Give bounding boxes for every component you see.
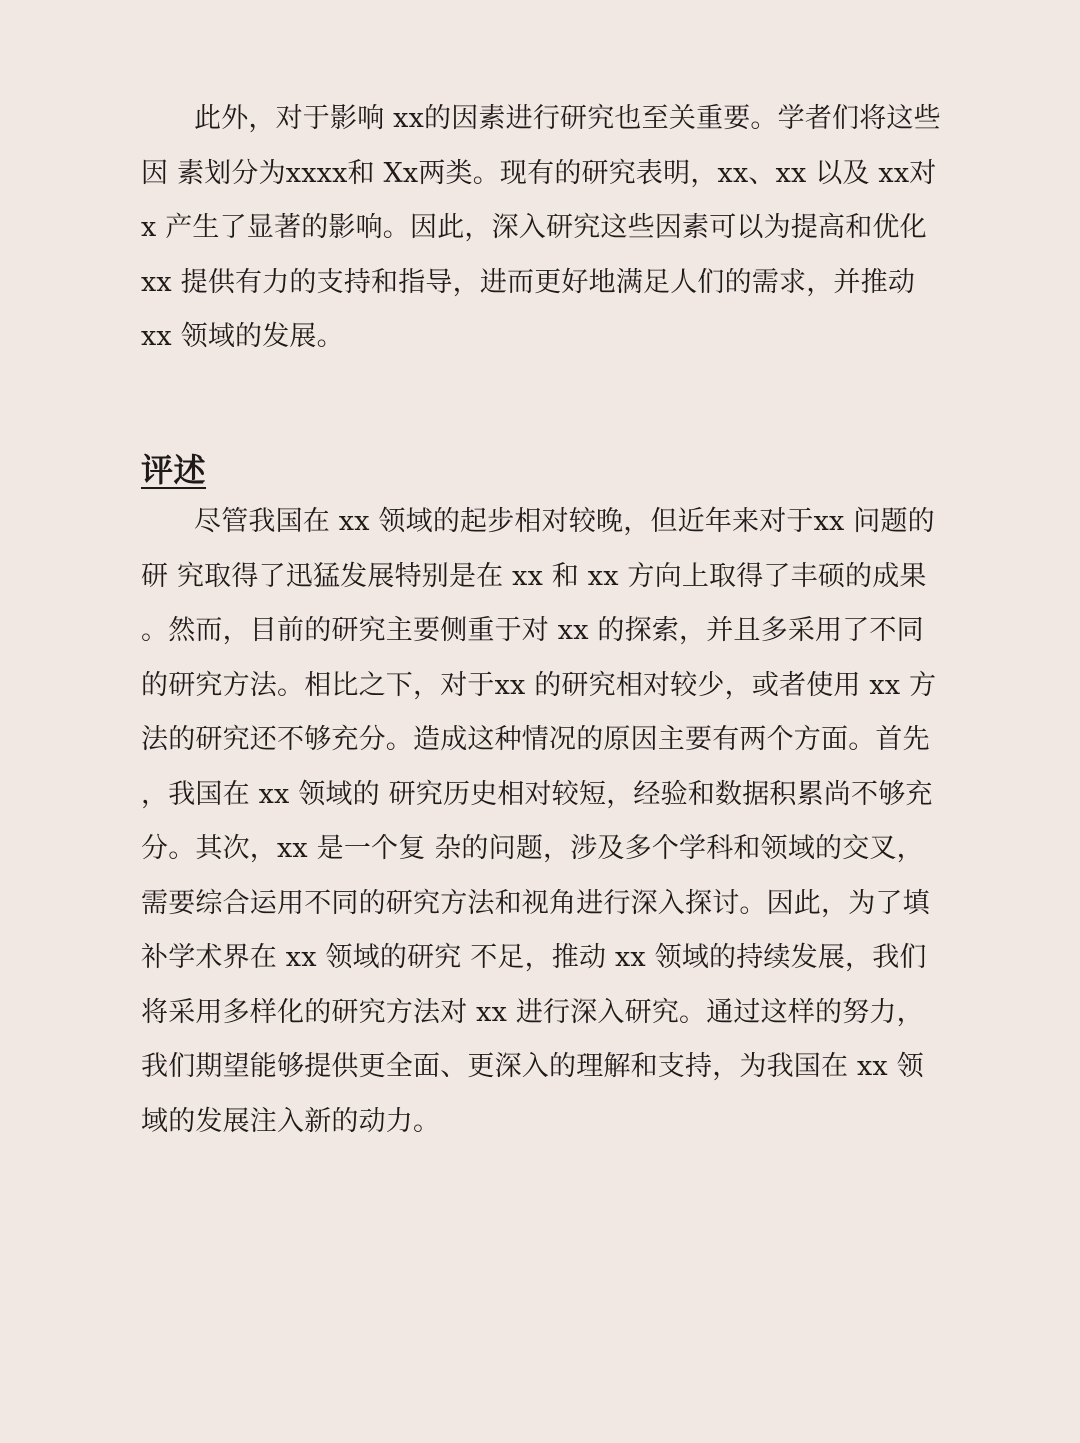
paragraph-factors [141, 92, 941, 365]
text-line: 此外，对于影响 xx的因素进行研究也至关重要。学者们将这些 [194, 103, 941, 134]
section-heading-review: 评述 [141, 451, 207, 489]
text-line: 将采用多样化的研究方法对 xx 进行深入研究。通过这样的努力， [141, 996, 924, 1028]
text-line: 补学术界在 xx 领域的研究 不足，推动 xx 领域的持续发展，我们 [141, 942, 927, 973]
text-line: ，我国在 xx 领域的 研究历史相对较短，经验和数据积累尚不够充 [141, 778, 933, 810]
text-line: 尽管我国在 xx 领域的起步相对较晚，但近年来对于xx 问题的 [194, 506, 935, 537]
text-line: 。然而，目前的研究主要侧重于对 xx 的探索，并且多采用了不同 [141, 615, 924, 646]
paragraph-review [141, 495, 937, 1149]
text-line: 需要综合运用不同的研究方法和视角进行深入探讨。因此，为了填 [141, 887, 930, 919]
text-line: 法的研究还不够充分。造成这种情况的原因主要有两个方面。首先 [141, 724, 930, 755]
text-line: 研 究取得了迅猛发展特别是在 xx 和 xx 方向上取得了丰硕的成果 [141, 560, 927, 592]
text-line: 的研究方法。相比之下，对于xx 的研究相对较少，或者使用 xx 方 [141, 669, 937, 701]
text-line: 分。其次，xx 是一个复 杂的问题，涉及多个学科和领域的交叉， [141, 833, 924, 864]
text-line: x 产生了显著的影响。因此，深入研究这些因素可以为提高和优化 [141, 212, 927, 243]
text-line: 因 素划分为xxxx和 Xx两类。现有的研究表明，xx、xx 以及 xx对 [141, 157, 937, 189]
text-line: xx 领域的发展。 [141, 321, 344, 352]
text-line: 我们期望能够提供更全面、更深入的理解和支持，为我国在 xx 领 [141, 1051, 924, 1082]
text-line: 域的发展注入新的动力。 [141, 1105, 441, 1137]
text-line: xx 提供有力的支持和指导，进而更好地满足人们的需求，并推动 [141, 266, 916, 298]
